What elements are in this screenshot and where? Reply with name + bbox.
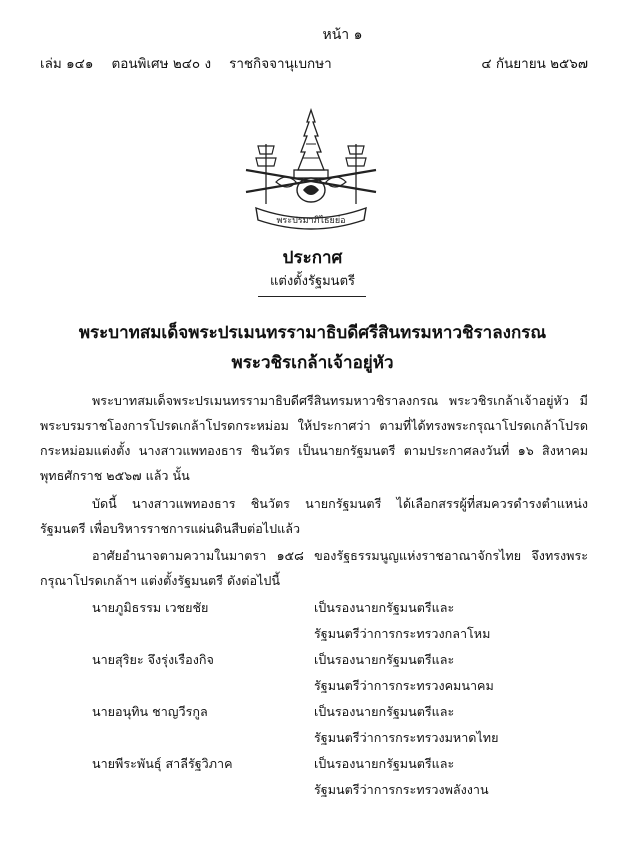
paragraph-authority: อาศัยอำนาจตามความในมาตรา ๑๕๘ ของรัฐธรรมนูญแห่งราชอาณาจักรไทย จึงทรงพระกรุณาโปรดเกล้าฯ แต่งตั้งรัฐมนตรี ดังต่อไปนี้ xyxy=(40,548,588,588)
king-title-line1: พระบาทสมเด็จพระปรเมนทรรามาธิบดีศรีสินทรมหาวชิราลงกรณ xyxy=(78,323,547,343)
royal-emblem-icon xyxy=(236,108,386,238)
publication-date: ๔ กันยายน ๒๕๖๗ xyxy=(481,56,588,72)
emblem-banner-text: พระปรมาภิไธยย่อ xyxy=(276,216,346,226)
position-line2: รัฐมนตรีว่าการกระทรวงมหาดไทย xyxy=(314,730,499,745)
king-title-line2: พระวชิรเกล้าเจ้าอยู่หัว xyxy=(231,353,394,373)
minister-position xyxy=(314,699,594,751)
minister-name: นายอนุทิน ชาญวีรกูล xyxy=(92,704,208,719)
volume-label: เล่ม ๑๔๑ xyxy=(40,56,94,72)
position-line1: เป็นรองนายกรัฐมนตรีและ xyxy=(314,756,455,771)
paragraph-royal-command: พระบาทสมเด็จพระปรเมนทรรามาธิบดีศรีสินทรมหาวชิราลงกรณ พระวชิรเกล้าเจ้าอยู่หัว มีพระบรมราชโองการโปรดเกล้าโปรดกระหม่อม ให้ประกาศว่า ตามที่ได้ทรงพระกรุณาโปรดเกล้าโปรดกระหม่อมแต่งตั้ง นางสาวแพทองธาร ชินวัตร เป็นนายกรัฐมนตรี ตามประกาศลงวันที่ ๑๖ สิงหาคม พุทธศักราช ๒๕๖๗ แล้ว นั้น xyxy=(40,393,588,483)
minister-position xyxy=(314,595,594,647)
announcement-subtitle: แต่งตั้งรัฐมนตรี xyxy=(270,274,355,289)
position-line1: เป็นรองนายกรัฐมนตรีและ xyxy=(314,704,455,719)
gazette-header xyxy=(40,52,588,74)
list-item xyxy=(0,751,625,803)
issue-info xyxy=(40,52,332,74)
position-line1: เป็นรองนายกรัฐมนตรีและ xyxy=(314,652,455,667)
list-item xyxy=(0,595,625,647)
minister-list xyxy=(0,595,625,803)
paragraph-selection: บัดนี้ นางสาวแพทองธาร ชินวัตร นายกรัฐมนตรี ได้เลือกสรรผู้ที่สมควรดำรงตำแหน่งรัฐมนตรี เพื่อบริหารราชการแผ่นดินสืบต่อไปแล้ว xyxy=(40,496,588,536)
minister-name: นายภูมิธรรม เวชยชัย xyxy=(92,600,209,615)
minister-position xyxy=(314,751,594,803)
special-issue-label: ตอนพิเศษ ๒๔๐ ง xyxy=(111,56,212,72)
position-line2: รัฐมนตรีว่าการกระทรวงกลาโหม xyxy=(314,626,491,641)
publication-name: ราชกิจจานุเบกษา xyxy=(229,56,332,72)
minister-name: นายสุริยะ จึงรุ่งเรืองกิจ xyxy=(92,652,214,667)
list-item xyxy=(0,699,625,751)
position-line2: รัฐมนตรีว่าการกระทรวงคมนาคม xyxy=(314,678,494,693)
position-line1: เป็นรองนายกรัฐมนตรีและ xyxy=(314,600,455,615)
page-number: หน้า ๑ xyxy=(322,27,363,43)
announcement-title: ประกาศ xyxy=(282,248,343,268)
title-divider xyxy=(258,296,366,297)
list-item xyxy=(0,647,625,699)
minister-name: นายพีระพันธุ์ สาลีรัฐวิภาค xyxy=(92,756,233,771)
position-line2: รัฐมนตรีว่าการกระทรวงพลังงาน xyxy=(314,782,489,797)
king-title xyxy=(0,318,625,378)
minister-position xyxy=(314,647,594,699)
